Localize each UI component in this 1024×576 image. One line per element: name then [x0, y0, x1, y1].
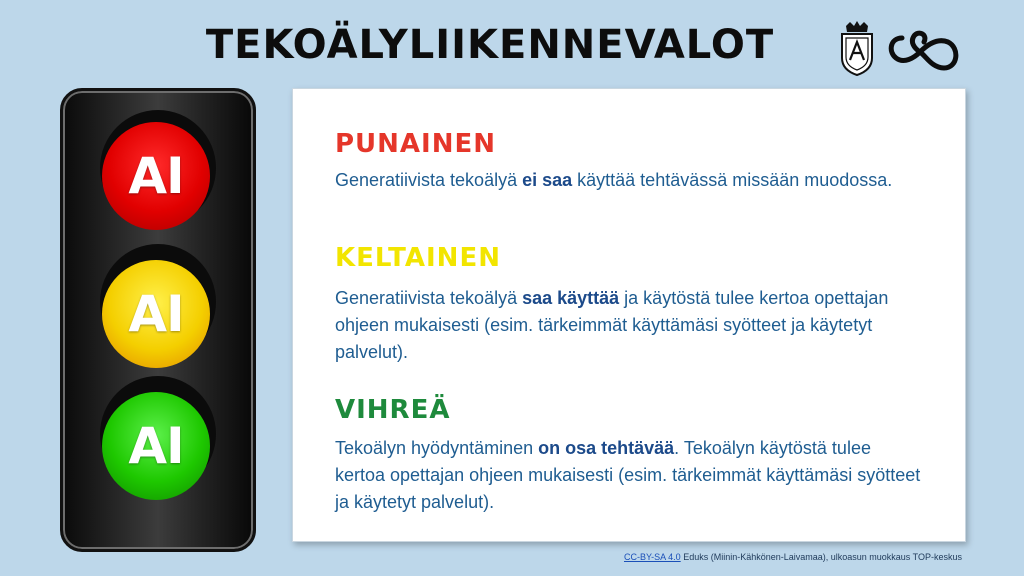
- yellow-text-before: Generatiivista tekoälyä: [335, 288, 523, 308]
- credits-line: [624, 552, 962, 562]
- green-text-before: Tekoälyn hyödyntäminen: [335, 438, 539, 458]
- license-link[interactable]: CC-BY-SA 4.0: [623, 552, 681, 562]
- red-description: [335, 167, 925, 194]
- red-text-bold: ei saa: [522, 170, 573, 190]
- coat-of-arms-icon: [838, 20, 876, 76]
- red-text-before: Generatiivista tekoälyä: [335, 170, 523, 190]
- red-light-label: AI: [128, 147, 184, 205]
- credits-text: Eduks (Miinin-Kähkönen-Laivamaa), ulkoasun muokkaus TOP-keskus: [680, 552, 962, 562]
- yellow-text-after: ja käytöstä tulee kertoa opettajan ohjeen mukaisesti (esim. tärkeimmät käyttämäsi syötteet ja käytetyt palvelut).: [335, 288, 889, 362]
- red-light: [102, 122, 210, 230]
- green-text-after: . Tekoälyn käytöstä tulee kertoa opettajan ohjeen mukaisesti (esim. tärkeimmät käyttämäsi syötteet ja käytetyt palvelut).: [335, 438, 921, 512]
- green-description: [335, 435, 925, 516]
- yellow-text-bold: saa käyttää: [522, 288, 620, 308]
- page-title: TEKOÄLYLIIKENNEVALOT: [205, 22, 775, 68]
- info-panel: [292, 88, 966, 542]
- yellow-light-label: AI: [128, 285, 184, 343]
- yellow-light: [102, 260, 210, 368]
- yellow-heading: KELTAINEN: [335, 243, 501, 273]
- red-text-after: käyttää tehtävässä missään muodossa.: [572, 170, 893, 190]
- green-light: [102, 392, 210, 500]
- red-heading: PUNAINEN: [335, 129, 497, 159]
- yellow-description: [335, 285, 925, 366]
- green-light-label: AI: [128, 417, 184, 475]
- green-text-bold: on osa tehtävää: [538, 438, 675, 458]
- green-heading: VIHREÄ: [335, 395, 451, 425]
- infinity-logo-icon: [884, 28, 964, 76]
